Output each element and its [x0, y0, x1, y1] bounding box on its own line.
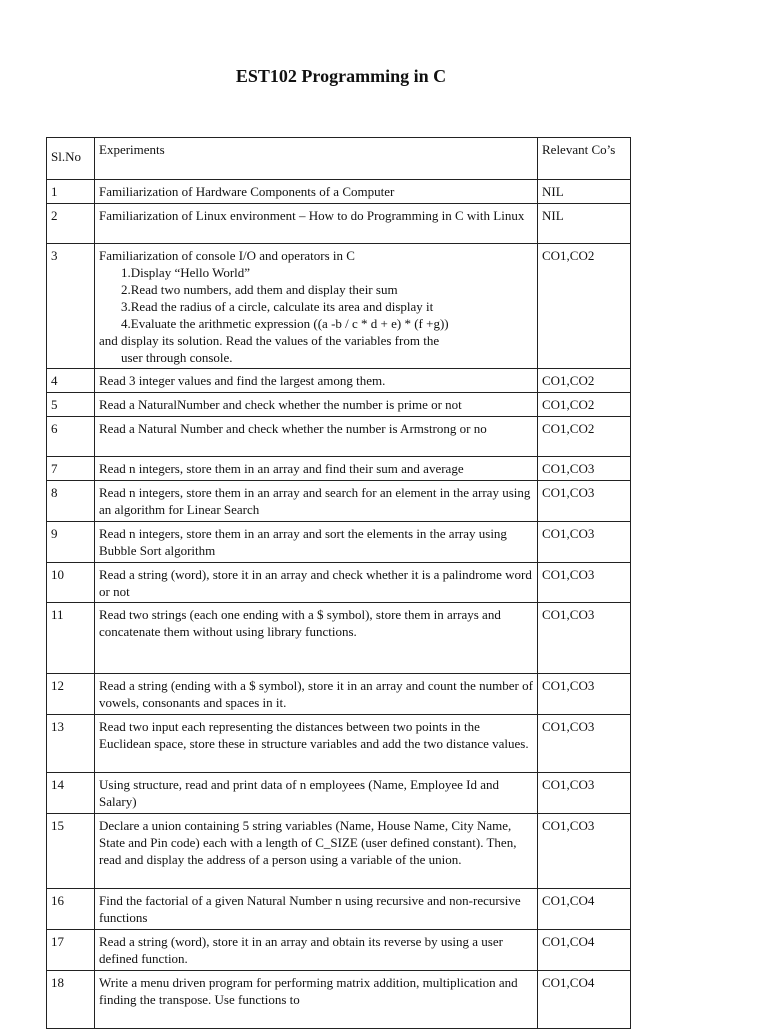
sub-experiment-item: 3.Read the radius of a circle, calculate its area and display it — [121, 299, 434, 314]
table-row — [47, 522, 631, 563]
table-row — [47, 180, 631, 204]
page-title: EST102 Programming in C — [235, 66, 447, 86]
table-header-row — [47, 138, 631, 180]
table-row — [47, 204, 631, 244]
header-sl-no: Sl.No — [47, 138, 95, 180]
row-cos: CO1,CO2 — [538, 393, 631, 417]
table-row — [47, 814, 631, 889]
row-cos: CO1,CO2 — [538, 244, 631, 369]
table-row — [47, 563, 631, 603]
row-cos: NIL — [538, 204, 631, 244]
row-experiment: Write a menu driven program for performing matrix addition, multiplication and finding the transpose. Use functions to — [95, 971, 538, 1029]
row-sl-no: 7 — [47, 457, 95, 481]
row-sl-no: 6 — [47, 417, 95, 457]
sub-experiment-continuation: user through console. — [121, 350, 233, 365]
table-row — [47, 889, 631, 930]
row-sl-no: 9 — [47, 522, 95, 563]
row-cos: CO1,CO3 — [538, 603, 631, 674]
row-sl-no: 18 — [47, 971, 95, 1029]
sub-experiment-item: 1.Display “Hello World” — [121, 265, 251, 280]
row-sl-no: 17 — [47, 930, 95, 971]
row-experiment — [95, 244, 538, 369]
row-cos: CO1,CO3 — [538, 563, 631, 603]
row-experiment: Read a string (ending with a $ symbol), store it in an array and count the number of vowels, consonants and spaces in it. — [95, 674, 538, 715]
header-experiments: Experiments — [95, 138, 538, 180]
row-cos: CO1,CO3 — [538, 457, 631, 481]
row-experiment: Read n integers, store them in an array and sort the elements in the array using Bubble Sort algorithm — [95, 522, 538, 563]
table-row — [47, 244, 631, 369]
row-sl-no: 12 — [47, 674, 95, 715]
table-row — [47, 481, 631, 522]
table-row — [47, 715, 631, 773]
row-experiment: Read a string (word), store it in an array and obtain its reverse by using a user defined function. — [95, 930, 538, 971]
table-row — [47, 417, 631, 457]
row-experiment: Find the factorial of a given Natural Number n using recursive and non-recursive functions — [95, 889, 538, 930]
row-cos: CO1,CO2 — [538, 417, 631, 457]
row-cos: CO1,CO4 — [538, 971, 631, 1029]
row-cos: CO1,CO3 — [538, 481, 631, 522]
sub-experiment-list — [99, 264, 534, 366]
row-sl-no: 3 — [47, 244, 95, 369]
row-cos: CO1,CO3 — [538, 773, 631, 814]
row-experiment: Read a NaturalNumber and check whether the number is prime or not — [95, 393, 538, 417]
row-sl-no: 8 — [47, 481, 95, 522]
table-row — [47, 971, 631, 1029]
row-sl-no: 10 — [47, 563, 95, 603]
row-experiment: Read two strings (each one ending with a $ symbol), store them in arrays and concatenate them without using library functions. — [95, 603, 538, 674]
table-row — [47, 930, 631, 971]
header-relevant-cos: Relevant Co’s — [538, 138, 631, 180]
row-cos: CO1,CO4 — [538, 889, 631, 930]
row-experiment: Read two input each representing the distances between two points in the Euclidean space, store these in structure variables and add the two distance values. — [95, 715, 538, 773]
row-experiment-text: Familiarization of console I/O and operators in C — [99, 248, 355, 263]
row-sl-no: 2 — [47, 204, 95, 244]
row-experiment: Read n integers, store them in an array and find their sum and average — [95, 457, 538, 481]
row-sl-no: 16 — [47, 889, 95, 930]
row-cos: CO1,CO4 — [538, 930, 631, 971]
row-sl-no: 15 — [47, 814, 95, 889]
row-cos: CO1,CO3 — [538, 674, 631, 715]
row-cos: NIL — [538, 180, 631, 204]
row-sl-no: 5 — [47, 393, 95, 417]
row-experiment: Using structure, read and print data of n employees (Name, Employee Id and Salary) — [95, 773, 538, 814]
row-sl-no: 14 — [47, 773, 95, 814]
row-experiment: Read 3 integer values and find the largest among them. — [95, 369, 538, 393]
table-row — [47, 369, 631, 393]
row-sl-no: 4 — [47, 369, 95, 393]
table-row — [47, 457, 631, 481]
table-row — [47, 674, 631, 715]
row-cos: CO1,CO3 — [538, 814, 631, 889]
sub-experiment-item: 2.Read two numbers, add them and display their sum — [121, 282, 398, 297]
sub-experiment-continuation: and display its solution. Read the values of the variables from the — [99, 333, 440, 348]
table-row — [47, 393, 631, 417]
experiments-table — [46, 137, 631, 1029]
row-sl-no: 1 — [47, 180, 95, 204]
row-experiment: Read a string (word), store it in an array and check whether it is a palindrome word or not — [95, 563, 538, 603]
row-cos: CO1,CO3 — [538, 715, 631, 773]
row-cos: CO1,CO3 — [538, 522, 631, 563]
row-experiment: Familiarization of Linux environment – How to do Programming in C with Linux — [95, 204, 538, 244]
sub-experiment-item: 4.Evaluate the arithmetic expression ((a -b / c * d + e) * (f +g)) — [121, 316, 449, 331]
table-row — [47, 773, 631, 814]
row-sl-no: 13 — [47, 715, 95, 773]
row-experiment: Declare a union containing 5 string variables (Name, House Name, City Name, State and Pin code) each with a length of C_SIZE (user defined constant). Then, read and display the address of a person using a variable of the union. — [95, 814, 538, 889]
row-experiment: Read a Natural Number and check whether the number is Armstrong or no — [95, 417, 538, 457]
row-experiment: Read n integers, store them in an array and search for an element in the array using an algorithm for Linear Search — [95, 481, 538, 522]
table-row — [47, 603, 631, 674]
row-experiment: Familiarization of Hardware Components of a Computer — [95, 180, 538, 204]
row-cos: CO1,CO2 — [538, 369, 631, 393]
row-sl-no: 11 — [47, 603, 95, 674]
